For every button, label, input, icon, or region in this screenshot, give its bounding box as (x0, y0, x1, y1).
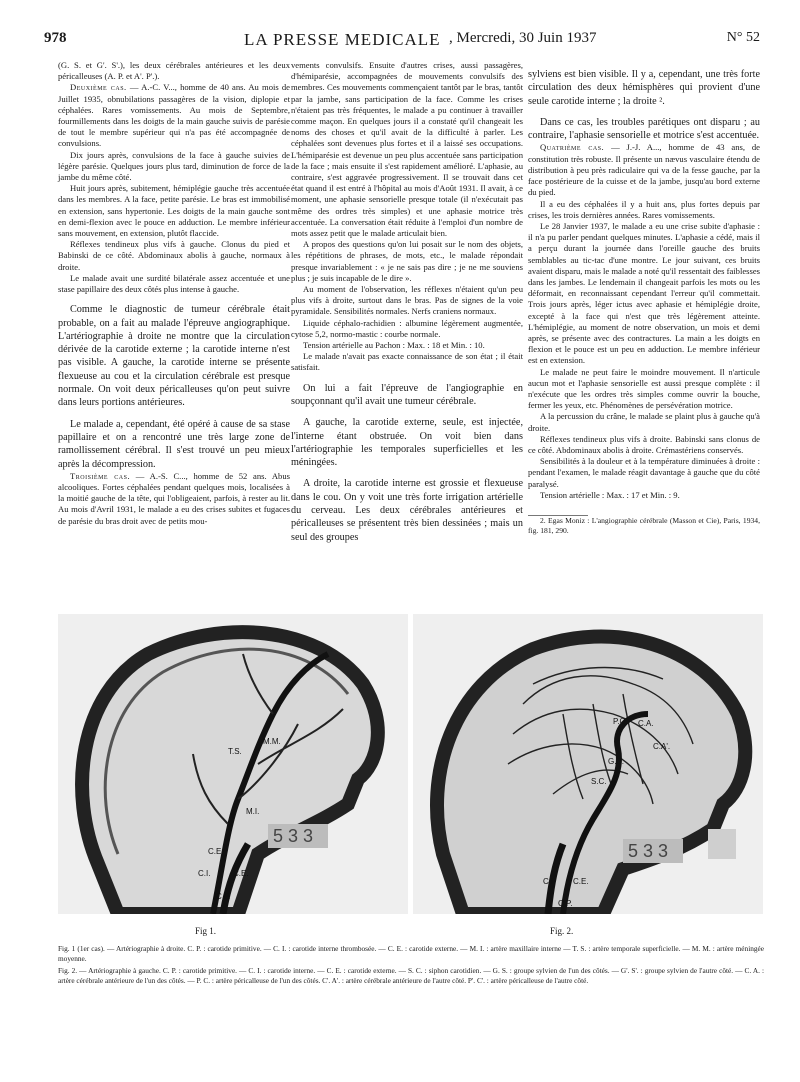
paragraph (58, 471, 290, 527)
annotation-ce-2: C.E. (233, 869, 249, 878)
paragraph: Tension artérielle : Max. : 17 et Min. : 9. (540, 489, 680, 500)
page-header (44, 30, 760, 52)
annotation-cp: C.P. (216, 892, 231, 901)
paragraph: Dans ce cas, les troubles parétiques ont disparu ; au contraire, l'aphasie sensorielle et motrice s'est accentuée. (528, 116, 760, 142)
annotation-mm: M.M. (263, 737, 281, 746)
angiogram-image-1 (58, 614, 408, 914)
paragraph-body: — J.-J. A..., homme de 43 ans, de constitution très robuste. Il présente un nævus vasculaire étendu de distribution à peu près radiculaire qui va de la fesse gauche, par la face postérieure de la cuisse et de la jambe, jusqu'au bord externe du pied. (528, 142, 760, 198)
figure-2-caption: Fig. 2. — Artériographie à gauche. C. P. : carotide primitive. — C. I. : carotide interne. — C. E. : carotide externe. — S. C. : siphon carotidien. — G. S. : groupe sylvien de l'un des côtés. — G'. S'. : groupe sylvien de l'autre côté. — C. A. : artère cérébrale antérieure de l'un des côtés. — P. C. : artère péricalleuse de l'un des côtés. C'. A'. : artère cérébrale antérieure de l'autre côté. P'. C'. : artère péricalleuse de l'autre côté. (58, 966, 764, 985)
annotation-mi: M.I. (246, 807, 260, 816)
figure-2-label: Fig. 2. (550, 926, 574, 936)
paragraph: Le malade n'avait pas exacte connaissance de son état ; il était satisfait. (291, 351, 523, 373)
paragraph: Le malade a, cependant, été opéré à cause de sa stase papillaire et on a rencontré une très large zone de ramollissement cérébral. Il s'est trouvé un peu mieux après la décompression. (58, 418, 290, 470)
paragraph: Le malade avait une surdité bilatérale assez accentuée et une stase papillaire des deux côtés plus intense à gauche. (58, 272, 290, 295)
annotation-ce-3: C.E. (573, 877, 589, 886)
annotation-ci-2: C.I. (543, 877, 556, 886)
annotation-pc: P.C. (613, 717, 628, 726)
paragraph: Comme le diagnostic de tumeur cérébrale était probable, on a fait au malade l'épreuve angiographique. L'artériographie à droite ne montre que la circulation dérivée de la carotide externe ; la carotide interne n'est pas visible. A gauche, la carotide interne se présente flexueuse au cou et la circulation cérébrale est presque normale. On voit deux péricalleuses qu'on peut suivre dans leurs portions antérieures. (58, 304, 290, 409)
paragraph: Sensibilités à la douleur et à la température diminuées à droite : pendant l'examen, le malade réagit davantage à gauche que du côté paralysé. (528, 456, 760, 489)
figure-2-angiogram (413, 614, 763, 914)
paragraph: Il a eu des céphalées il y a huit ans, plus fortes depuis par crises, les trois dernières années. Rares vomissements. (528, 198, 760, 220)
paragraph (528, 142, 760, 198)
annotation-ca: C.A. (638, 719, 654, 728)
case-heading: Troisième cas. (70, 470, 131, 481)
paragraph-body: — A.-S. C..., homme de 52 ans. Abus alcooliques. Fortes céphalées pendant quelques mois, localisées à la moitié gauche de la tête, qui l'obligeaient, parfois, à rester au lit. Au mois d'Avril 1931, le malade a eu des crises subites et fugaces de parésie du bras droit avec de petits mou- (58, 470, 290, 526)
figure-1-caption: Fig. 1 (1er cas). — Artériographie à droite. C. P. : carotide primitive. — C. I. : carotide interne thrombosée. — C. E. : carotide externe. — M. I. : artère maxillaire interne — T. S. : artère temporale superficielle. — M. M. : artère méningée moyenne. (58, 944, 764, 963)
annotation-ts: T.S. (228, 747, 242, 756)
paragraph (58, 82, 290, 149)
annotation-ce: C.E. (208, 847, 224, 856)
annotation-cp-2: C.P. (558, 899, 573, 908)
footnote: 2. Egas Moniz : L'angiographie cérébrale (Masson et Cie), Paris, 1934, fig. 181, 290. (528, 515, 760, 535)
case-heading: Deuxième cas. (70, 82, 127, 93)
paragraph: On lui a fait l'épreuve de l'angiographie en soupçonnant qu'il avait une tumeur cérébrale. (291, 382, 523, 407)
film-stamp-2: 5 3 3 (628, 841, 669, 861)
paragraph: A droite, la carotide interne est grossie et flexueuse dans le cou. On y voit une très forte irrigation artérielle du cerveau. Les deux cérébrales antérieures et péricalleuses se présentent très bien dessinées ; mais un seul des groupes (291, 478, 523, 543)
paragraph: Liquide céphalo-rachidien : albumine légèrement augmentée, cytose 5,2, normo-mastic : courbe normale. (291, 317, 523, 339)
paragraph: Le malade ne peut faire le moindre mouvement. Il n'articule aucun mot et l'aphasie sensorielle est aussi presque complète : il n'exécute que les ordres très simples comme ouvrir la bouche, fermer les yeux, etc. Phénomènes de persévération motrice. (528, 366, 760, 411)
page-number: 978 (44, 30, 67, 46)
paragraph: Dix jours après, convulsions de la face à gauche suivies de légère parésie. Quelques jours plus tard, diminution de force de la jambe du même côté. (58, 149, 290, 183)
text-column-2 (291, 60, 523, 544)
annotation-sc: S.C. (591, 777, 607, 786)
figure-1-angiogram (58, 614, 408, 914)
paragraph: A gauche, la carotide externe, seule, est injectée, l'interne étant obstruée. On voit bien dans l'artériographie les temporales superficielles et les méningées. (291, 417, 523, 469)
annotation-ci: C.I. (198, 869, 211, 878)
paragraph: Réflexes tendineux plus vifs à gauche. Clonus du pied et Babinski de ce côté. Abdominaux abolis à gauche, normaux à droite. (58, 239, 290, 272)
paragraph: vements convulsifs. Ensuite d'autres crises, aussi passagères, d'hémiparésie, accompagnées de mouvements convulsifs des membres. Ces mouvements commençaient tantôt par le bras, tantôt par la jambe, sans participation de la face. Comme les crises n'étaient pas très fréquentes, le malade a pu continuer à travailler comme maçon. En quelques jours il a constaté qu'il changeait les noms des choses et qu'il avait de la difficulté à parler. Les céphalées sont devenues plus fortes et il a laissé ses occupations. L'hémiparésie est devenue un peu plus accentuée sans participation de la face ; mais ensuite il s'est rapidement amélioré. L'aphasie, au contraire, s'est aggravée progressivement. Il se trouvait dans cet état quand il est entré à l'hôpital au mois d'Août 1931. Il avait, à ce moment, une aphasie sensorielle presque totale (il n'exécutait pas même des ordres très simples) et une aphasie motrice très accentuée. La conversation était réduite à l'emploi d'un nombre de mots assez petit que le malade articulait bien. (291, 60, 523, 239)
paragraph: A propos des questions qu'on lui posait sur le nom des objets, les répétitions de phrases, de mots, etc., le malade répondait presque invariablement : « je ne sais pas dire ; je ne me souviens plus ; je suis incapable de le dire ». (291, 239, 523, 283)
paragraph: (G. S. et G'. S'.), les deux cérébrales antérieures et les deux péricalleuses (A. P. et A'. P'.). (58, 60, 290, 82)
issue-date: , Mercredi, 30 Juin 1937 (449, 30, 597, 46)
film-stamp: 5 3 3 (273, 826, 314, 846)
angiogram-image-2 (413, 614, 763, 914)
case-heading: Quatrième cas. (540, 142, 605, 153)
paragraph: Réflexes tendineux plus vifs à droite. Babinski sans clonus de ce côté. Abdominaux abolis à droite. Crémastériens conservés. (528, 433, 760, 455)
paragraph-body: — A.-C. V..., homme de 40 ans. Au mois de Juillet 1935, obnubilations passagères de la vision, diplopie et céphalées. Rares vomissements. Au mois de Septembre, fourmillements dans les doigts de la main gauche suivis de parésie de tout le membre supérieur qui n'a pas été accompagnée de convulsions. (58, 82, 290, 149)
paragraph: Au moment de l'observation, les réflexes n'étaient qu'un peu plus vifs à droite, surtout dans le bras. Pas de signes de la voie pyramidale. Sensibilités normales. Nerfs craniens normaux. (291, 284, 523, 317)
paragraph: Huit jours après, subitement, hémiplégie gauche très accentuée dans les membres. A la face, petite parésie. Le bras est immobilisé en extension, sans hypertonie. Les doigts de la main gauche sont en demi-flexion avec le pouce en adduction. Le membre inférieur sans mouvement, en extension, plutôt flaccide. (58, 183, 290, 239)
paragraph: Le 28 Janvier 1937, le malade a eu une crise subite d'aphasie : il n'a pu parler pendant quelques minutes. L'aphasie a cédé, mais il a perçu durant la journée dans l'oreille gauche des bruits semblables au tic-tac d'une montre. Le jour suivant, ces bruits avaient disparu, mais le malade a noté qu'il ressentait des faiblesses dans les jambes. Le lendemain il changeait parfois les mots ou les déformait, en reconnaissant cependant l'erreur qu'il commettait. Trois jours après, léger ictus avec aphasie et hémiplégie droite, excepté à la face qui n'est que très légèrement atteinte. L'hémiplégie, au moment de notre observation, un mois et demi après, se présente avec des contractures. La main a les doigts en flexion et le pouce est un peu en adduction. Le membre inférieur est en extension. (528, 220, 760, 366)
paragraph: A la percussion du crâne, le malade se plaint plus à gauche qu'à droite. (528, 411, 760, 433)
text-column-3 (528, 60, 760, 536)
journal-title: LA PRESSE MEDICALE (244, 30, 441, 49)
figure-1-label: Fig 1. (195, 926, 217, 936)
paragraph: Tension artérielle au Pachon : Max. : 18 et Min. : 10. (303, 340, 485, 351)
annotation-gs: G.S. (608, 757, 625, 766)
annotation-ca-prime: C.A'. (653, 742, 671, 751)
paragraph: sylviens est bien visible. Il y a, cependant, une très forte circulation des deux hémisphères qui provient d'une seule carotide interne ; la droite ². (528, 69, 760, 107)
issue-number: N° 52 (726, 30, 760, 45)
text-column-1 (58, 60, 290, 527)
